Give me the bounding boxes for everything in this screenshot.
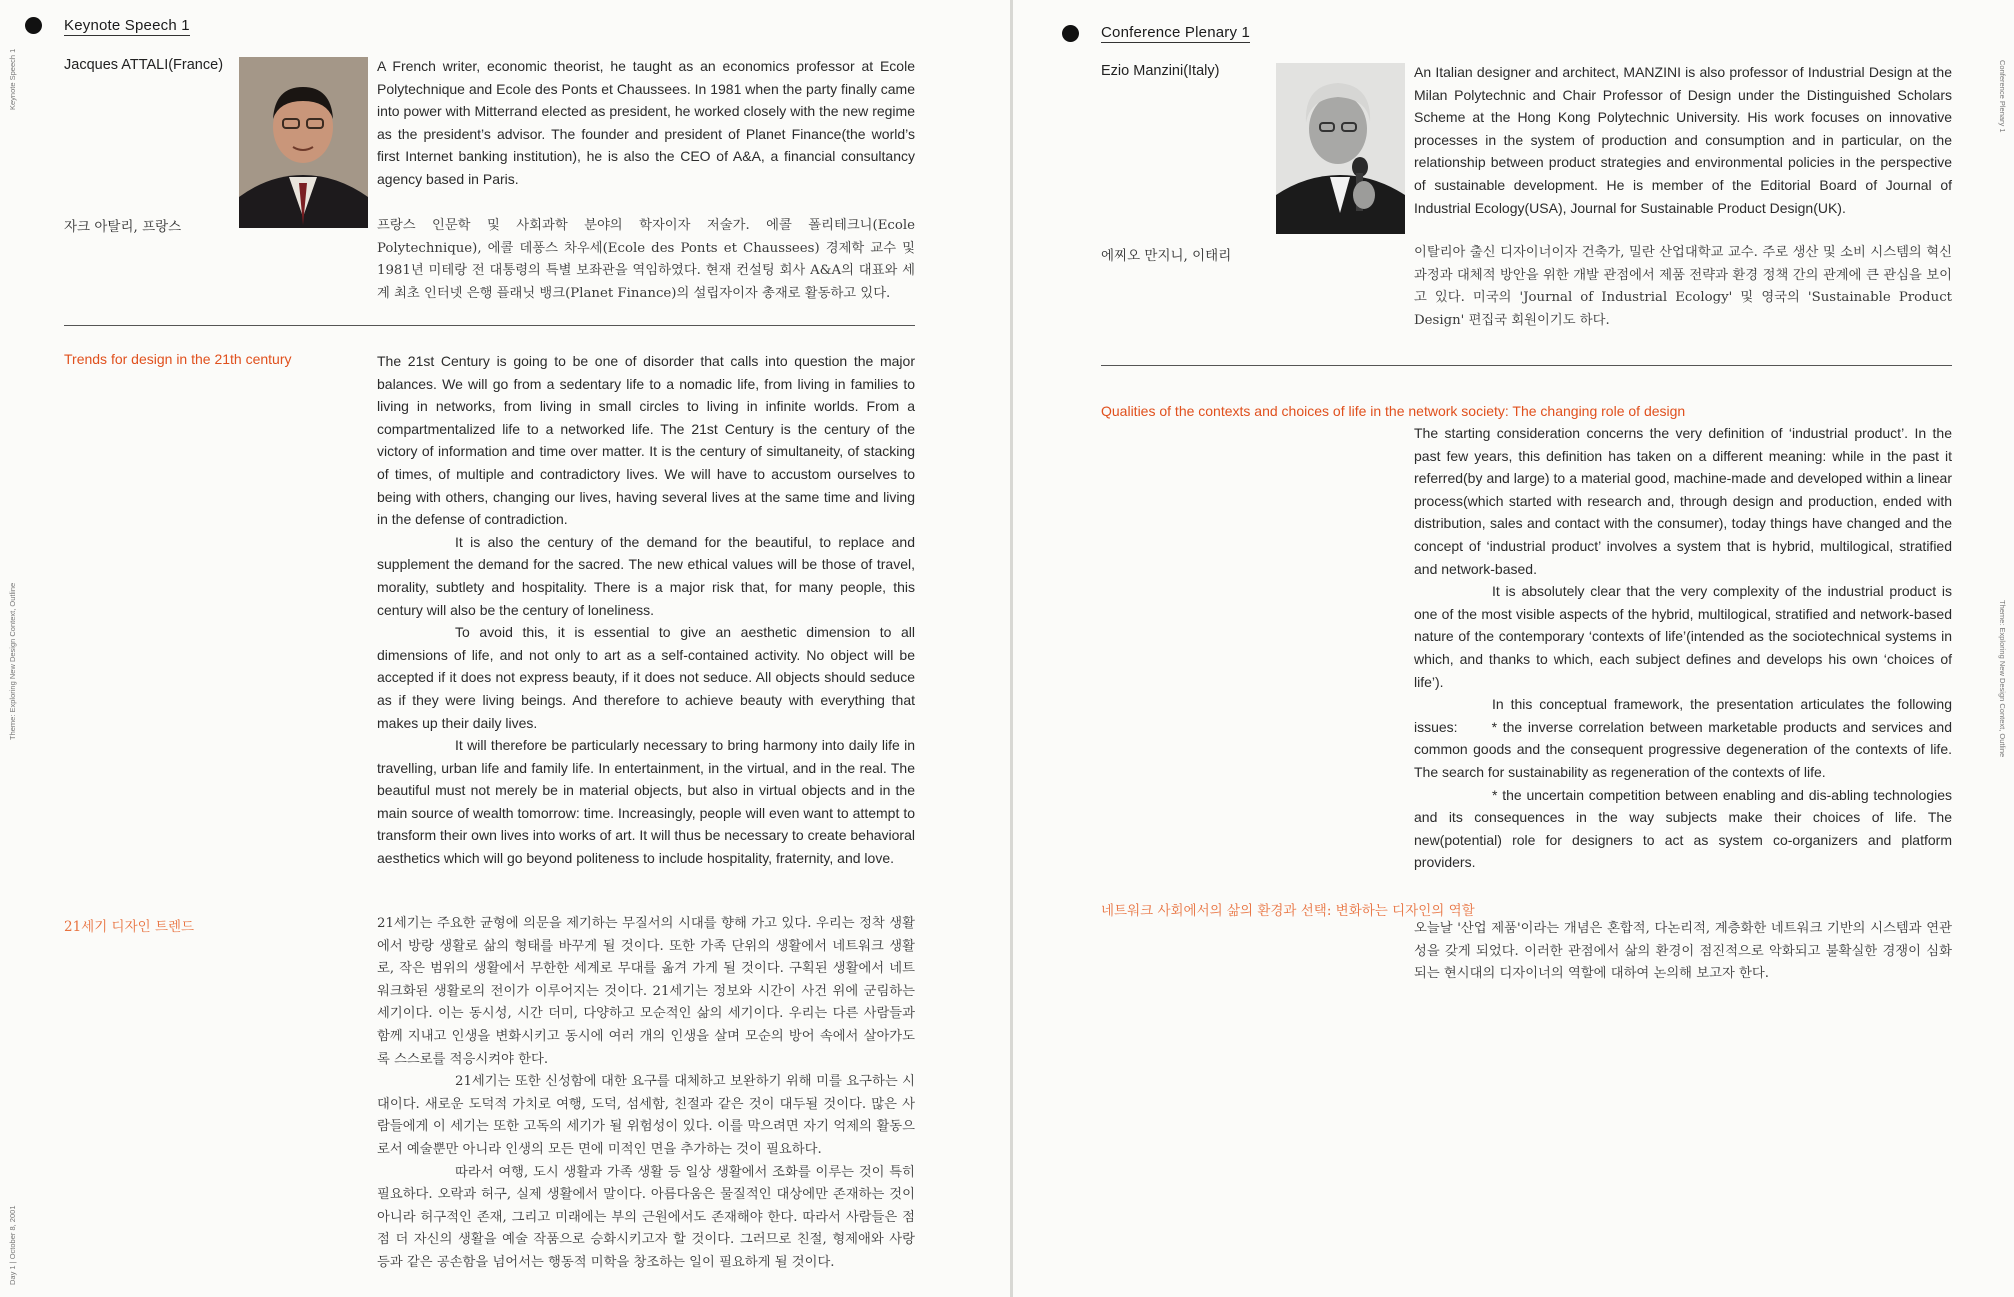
speaker-name: Ezio Manzini(Italy) bbox=[1101, 63, 1220, 79]
speaker-name-korean: 에찌오 만지니, 이태리 bbox=[1101, 248, 1232, 264]
talk-paragraph-korean: 21세기는 주요한 균형에 의문을 제기하는 무질서의 시대를 향해 가고 있다. 우리는 정착 생활에서 방랑 생활로 삶의 형태를 바꾸게 될 것이다. 또한 가족 단위의 생활에서 네트워크 생활로, 작은 범위의 생활에서 무한한 세계로 무대를 옮겨 가게 될 것이다. 구획된 생활에서 네트워크화된 생활로의 전이가 이루어지는 것이다. 21세기는 정보와 시간이 사건 위에 군림하는 세기이다. 이는 동시성, 시간 더미, 다양하고 모순적인 삶의 세기이다. 우리는 다른 사람들과 함께 지내고 인생을 변화시키고 동시에 여러 개의 인생을 살며 모순의 방어 속에서 살아가도록 스스로를 적응시켜야 한다. bbox=[377, 916, 915, 1067]
right-page bbox=[1013, 0, 2014, 1297]
talk-body-korean bbox=[1414, 918, 1952, 986]
margin-running-head: Conference Plenary 1 bbox=[1998, 60, 2007, 133]
margin-running-head: Keynote Speech 1 bbox=[8, 48, 17, 110]
talk-paragraph: To avoid this, it is essential to give an aesthetic dimension to all dimensions of life, and not only to art as a self-contained activity. No object will be accepted if it does not express beauty, if it does not seduce. All objects should seduce as if they were living beings. And therefore to achieve beauty with everything that makes up their daily lives. bbox=[377, 624, 915, 731]
talk-title-korean: 21세기 디자인 트렌드 bbox=[64, 919, 195, 935]
talk-title: Trends for design in the 21th century bbox=[64, 351, 292, 367]
talk-body-korean bbox=[377, 913, 915, 1275]
section-bullet-icon bbox=[1062, 25, 1079, 42]
talk-body bbox=[1414, 422, 1956, 874]
talk-paragraph: The starting consideration concerns the very definition of ‘industrial product’. In the past few years, this definition has taken on a different meaning: while in the past it referred(by and large) to a material good, machine-made and developed within a linear process(which started with research and, through design and production, ended with distribution, sales and contact with the consumer), today things have changed and the concept of ‘industrial product’ involves a system that is hybrid, multilogical, stratified and network-based. bbox=[1414, 425, 1952, 577]
margin-running-theme: Theme: Exploring New Design Context, Outline bbox=[8, 582, 17, 740]
talk-paragraph: The 21st Century is going to be one of disorder that calls into question the major balances. We will go from a sedentary life to a nomadic life, from living in families to living in networks, from living in small circles to living in infinite worlds. From a compartmentalized life to a networked life. The 21st Century is the century of the victory of information and time over matter. It is the century of simultaneity, of stacking of times, of multiple and contradictory lives. We will have to accustom ourselves to being with others, changing our lives, having several lives at the same time and living in the defense of contradiction. bbox=[377, 353, 915, 528]
section-divider bbox=[1101, 365, 1952, 366]
talk-title: Qualities of the contexts and choices of life in the network society: The changing role of design bbox=[1101, 403, 1686, 419]
speaker-name: Jacques ATTALI(France) bbox=[64, 57, 224, 73]
margin-running-theme: Theme: Exploring New Design Context, Outline bbox=[1998, 600, 2007, 758]
speaker-photo bbox=[239, 57, 368, 228]
talk-paragraph: It is absolutely clear that the very complexity of the industrial product is one of the most visible aspects of the hybrid, multilogical, stratified and network-based nature of the contemporary ‘contexts of life’(intended as the sociotechnical systems in which, and thanks to which, each subject defines and develops his own ‘choices of life’). bbox=[1414, 583, 1952, 690]
speaker-bio: An Italian designer and architect, MANZINI is also professor of Industrial Design at the Milan Polytechnic and Chair Professor of Design under the Distinguished Scholars Scheme at the Hong Kong Polytechnic University. His work focuses on innovative processes in the system of production and consumption and in particular, on the relationship between product strategies and environmental policies in the perspective of sustainable development. He is member of the Editorial Board of Journal of Industrial Ecology(USA), Journal for Sustainable Product Design(UK). bbox=[1414, 64, 1952, 216]
talk-paragraph-korean: 따라서 여행, 도시 생활과 가족 생활 등 일상 생활에서 조화를 이루는 것이 특히 필요하다. 오락과 허구, 실제 생활에서 말이다. 아름다움은 물질적인 대상에만 존재하는 것이 아니라 허구적인 존재, 그리고 미래에는 부의 근원에서도 존재해야 한다. 따라서 사람들은 점점 더 자신의 생활을 예술 작품으로 승화시키고자 할 것이다. 그러므로 친절, 형제애와 사랑 등과 같은 공손함을 넘어서는 행동적 미학을 창조하는 일이 필요하게 될 것이다. bbox=[377, 1164, 915, 1270]
section-label: Conference Plenary 1 bbox=[1101, 24, 1251, 41]
speaker-name-korean: 자크 아탈리, 프랑스 bbox=[64, 219, 182, 235]
talk-paragraph: It is also the century of the demand for the beautiful, to replace and supplement the demand for the sacred. The new ethical values will be those of travel, morality, subtlety and hospitality. There is a major risk that, for many people, this century will also be the century of loneliness. bbox=[377, 533, 915, 618]
section-label: Keynote Speech 1 bbox=[64, 17, 190, 34]
talk-title-korean: 네트워크 사회에서의 삶의 환경과 선택: 변화하는 디자인의 역할 bbox=[1101, 903, 1475, 919]
talk-paragraph-korean: 21세기는 또한 신성함에 대한 요구를 대체하고 보완하기 위해 미를 요구하는 시대이다. 새로운 도덕적 가치로 여행, 도덕, 섬세함, 친절과 같은 것이 대두될 것이다. 많은 사람들에게 이 세기는 또한 고독의 세기가 될 위험성이 있다. 이를 막으려면 자기 억제의 활동으로서 예술뿐만 아니라 인생의 모든 면에 미적인 면을 추가하는 것이 필요하다. bbox=[377, 1074, 915, 1157]
section-bullet-icon bbox=[25, 17, 42, 34]
speaker-bio: A French writer, economic theorist, he taught as an economics professor at Ecole Polytechnique and Ecole des Ponts et Chaussees. In 1981 when the party finally came into power with Mitterrand elected as president, he worked closely with the new regime as the president’s advisor. The founder and president of Planet Finance(the world’s first Internet banking institution), he is also the CEO of A&A, a financial consultancy agency based in Paris. bbox=[377, 58, 915, 187]
speaker-bio-korean: 이탈리아 출신 디자이너이자 건축가, 밀란 산업대학교 교수. 주로 생산 및 소비 시스템의 혁신 과정과 대체적 방안을 위한 개발 관점에서 제품 전략과 환경 정책 간의 관계에 큰 관심을 보이고 있다. 미국의 'Journal of Industrial Ecology' 및 영국의 'Sustainable Product Design' 편집국 회원이기도 하다. bbox=[1414, 245, 1952, 328]
talk-paragraph-korean: 오늘날 '산업 제품'이라는 개념은 혼합적, 다논리적, 계층화한 네트워크 기반의 시스템과 연관성을 갖게 되었다. 이러한 관점에서 삶의 환경이 점진적으로 악화되고 불확실한 경쟁이 심화되는 현시대의 디자이너의 역할에 대하여 논의해 보고자 한다. bbox=[1414, 921, 1952, 982]
talk-paragraph: In this conceptual framework, the presentation articulates the following issues: * the inverse correlation between marketable products and services and common goods and the consequent progressive degeneration of the contexts of life. The search for sustainability as regeneration of the contexts of life. bbox=[1414, 696, 1956, 780]
speaker-photo bbox=[1276, 63, 1405, 234]
margin-running-date: Day 1 | October 8, 2001 bbox=[8, 1205, 17, 1285]
section-divider bbox=[64, 325, 915, 326]
talk-paragraph: It will therefore be particularly necessary to bring harmony into daily life in travelling, urban life and family life. In entertainment, in the virtual, and in the real. The beautiful must not merely be in material objects, but also in virtual objects and in the main source of wealth tomorrow: time. Increasingly, people will even want to attempt to transform their own lives into works of art. It will thus be necessary to create behavioral aesthetics which will go beyond politeness to include hospitality, fraternity, and love. bbox=[377, 737, 915, 867]
talk-body bbox=[377, 350, 915, 870]
speaker-bio-korean: 프랑스 인문학 및 사회과학 분야의 학자이자 저술가. 에콜 폴리테크니(Ecole Polytechnique), 에콜 데퐁스 차우세(Ecole des Ponts et Chaussees) 경제학 교수 및 1981년 미테랑 전 대통령의 특별 보좌관을 역임하였다. 현재 컨설팅 회사 A&A의 대표와 세계 최초 인터넷 은행 플래닛 뱅크(Planet Finance)의 설립자이자 총재로 활동하고 있다. bbox=[377, 218, 915, 301]
talk-paragraph: * the uncertain competition between enabling and dis-abling technologies and its consequences in the way subjects make their choices of life. The new(potential) role for designers to act as system co-organizers and platform providers. bbox=[1414, 786, 1952, 871]
